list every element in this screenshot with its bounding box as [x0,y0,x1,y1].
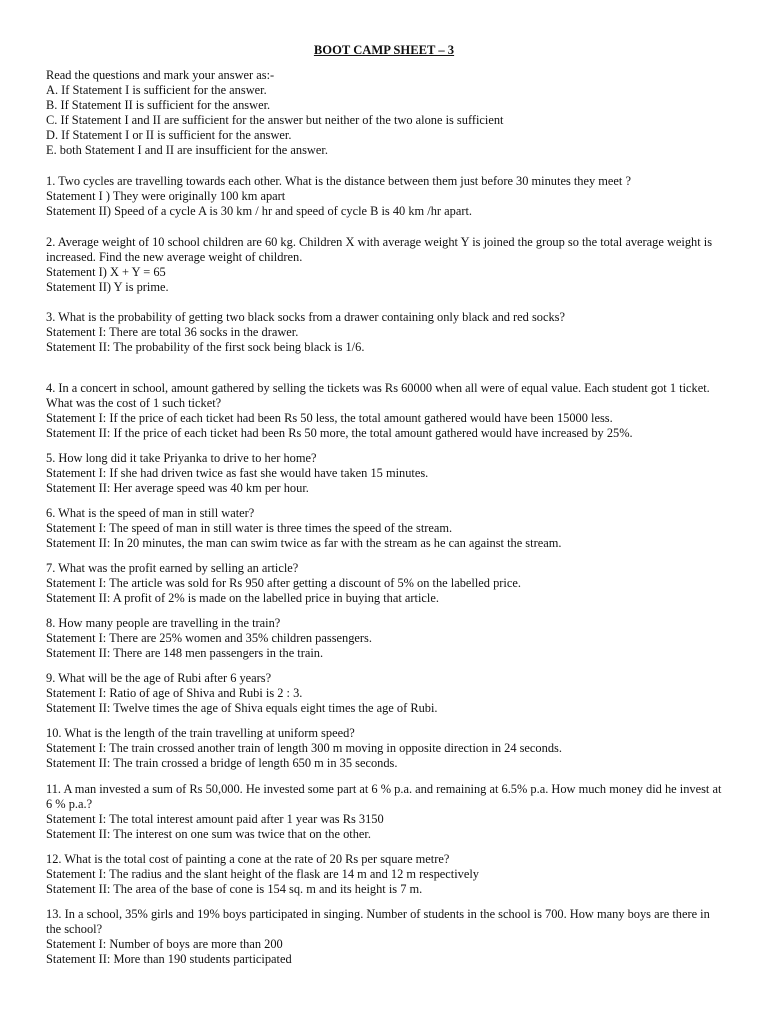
question-text: 1. Two cycles are travelling towards each other. What is the distance between them just before 30 minutes they meet ? [46,174,631,188]
question-text: 13. In a school, 35% girls and 19% boys participated in singing. Number of students in the school is 700. How many boys are there in the school? [46,907,710,936]
question-text: 3. What is the probability of getting two black socks from a drawer containing only black and red socks? [46,310,566,324]
statement-2: Statement II: Her average speed was 40 km per hour. [46,481,309,495]
question-text: 4. In a concert in school, amount gathered by selling the tickets was Rs 60000 when all were of equal value. Each student got 1 ticket. What was the cost of 1 such ticket? [46,381,710,410]
question-6 [46,506,726,551]
option-b: B. If Statement II is sufficient for the answer. [46,98,271,112]
question-text: 8. How many people are travelling in the train? [46,616,281,630]
statement-2: Statement II: The interest on one sum was twice that on the other. [46,827,371,841]
statement-2: Statement II: In 20 minutes, the man can swim twice as far with the stream as he can against the stream. [46,536,562,550]
statement-1: Statement I: Number of boys are more than 200 [46,937,283,951]
question-text: 5. How long did it take Priyanka to drive to her home? [46,451,317,465]
statement-1: Statement I ) They were originally 100 km apart [46,189,286,203]
question-4 [46,381,726,441]
statement-2: Statement II: If the price of each ticket had been Rs 50 more, the total amount gathered would have increased by 25%. [46,426,633,440]
question-12 [46,852,726,897]
statement-2: Statement II: The train crossed a bridge of length 650 m in 35 seconds. [46,756,398,770]
statement-2: Statement II) Y is prime. [46,280,169,294]
question-8 [46,616,726,661]
option-d: D. If Statement I or II is sufficient for the answer. [46,128,292,142]
option-a: A. If Statement I is sufficient for the answer. [46,83,267,97]
question-5 [46,451,726,496]
question-text: 9. What will be the age of Rubi after 6 years? [46,671,272,685]
statement-1: Statement I: Ratio of age of Shiva and Rubi is 2 : 3. [46,686,303,700]
statement-1: Statement I: The article was sold for Rs 950 after getting a discount of 5% on the labelled price. [46,576,521,590]
question-2 [46,235,726,295]
statement-1: Statement I: There are total 36 socks in the drawer. [46,325,299,339]
question-9 [46,671,726,716]
question-text: 11. A man invested a sum of Rs 50,000. He invested some part at 6 % p.a. and remaining at 6.5% p.a. How much money did he invest at 6 % p.a.? [46,782,722,811]
statement-1: Statement I: There are 25% women and 35% children passengers. [46,631,372,645]
instructions-block [46,68,726,158]
page-title: BOOT CAMP SHEET – 3 [313,43,455,57]
statement-2: Statement II: A profit of 2% is made on the labelled price in buying that article. [46,591,439,605]
statement-2: Statement II: More than 190 students participated [46,952,292,966]
question-text: 6. What is the speed of man in still water? [46,506,255,520]
question-text: 7. What was the profit earned by selling an article? [46,561,299,575]
question-11 [46,782,726,842]
statement-1: Statement I: If she had driven twice as fast she would have taken 15 minutes. [46,466,429,480]
statement-1: Statement I) X + Y = 65 [46,265,166,279]
question-3 [46,310,726,355]
option-c: C. If Statement I and II are sufficient for the answer but neither of the two alone is sufficient [46,113,504,127]
statement-1: Statement I: The total interest amount paid after 1 year was Rs 3150 [46,812,384,826]
question-1 [46,174,726,219]
statement-2: Statement II: There are 148 men passengers in the train. [46,646,324,660]
question-13 [46,907,726,967]
question-7 [46,561,726,606]
question-text: 2. Average weight of 10 school children are 60 kg. Children X with average weight Y is joined the group so the total average weight is increased. Find the new average weight of children. [46,235,713,264]
statement-2: Statement II: The area of the base of cone is 154 sq. m and its height is 7 m. [46,882,423,896]
instruction-intro: Read the questions and mark your answer as:- [46,68,275,82]
option-e: E. both Statement I and II are insufficient for the answer. [46,143,328,157]
statement-1: Statement I: The speed of man in still water is three times the speed of the stream. [46,521,453,535]
statement-2: Statement II: Twelve times the age of Shiva equals eight times the age of Rubi. [46,701,438,715]
statement-1: Statement I: The train crossed another train of length 300 m moving in opposite direction in 24 seconds. [46,741,562,755]
statement-1: Statement I: If the price of each ticket had been Rs 50 less, the total amount gathered would have been 15000 less. [46,411,613,425]
statement-2: Statement II: The probability of the first sock being black is 1/6. [46,340,365,354]
statement-2: Statement II) Speed of a cycle A is 30 km / hr and speed of cycle B is 40 km /hr apart. [46,204,472,218]
question-text: 10. What is the length of the train travelling at uniform speed? [46,726,355,740]
statement-1: Statement I: The radius and the slant height of the flask are 14 m and 12 m respectively [46,867,479,881]
question-text: 12. What is the total cost of painting a cone at the rate of 20 Rs per square metre? [46,852,450,866]
question-10 [46,726,726,771]
